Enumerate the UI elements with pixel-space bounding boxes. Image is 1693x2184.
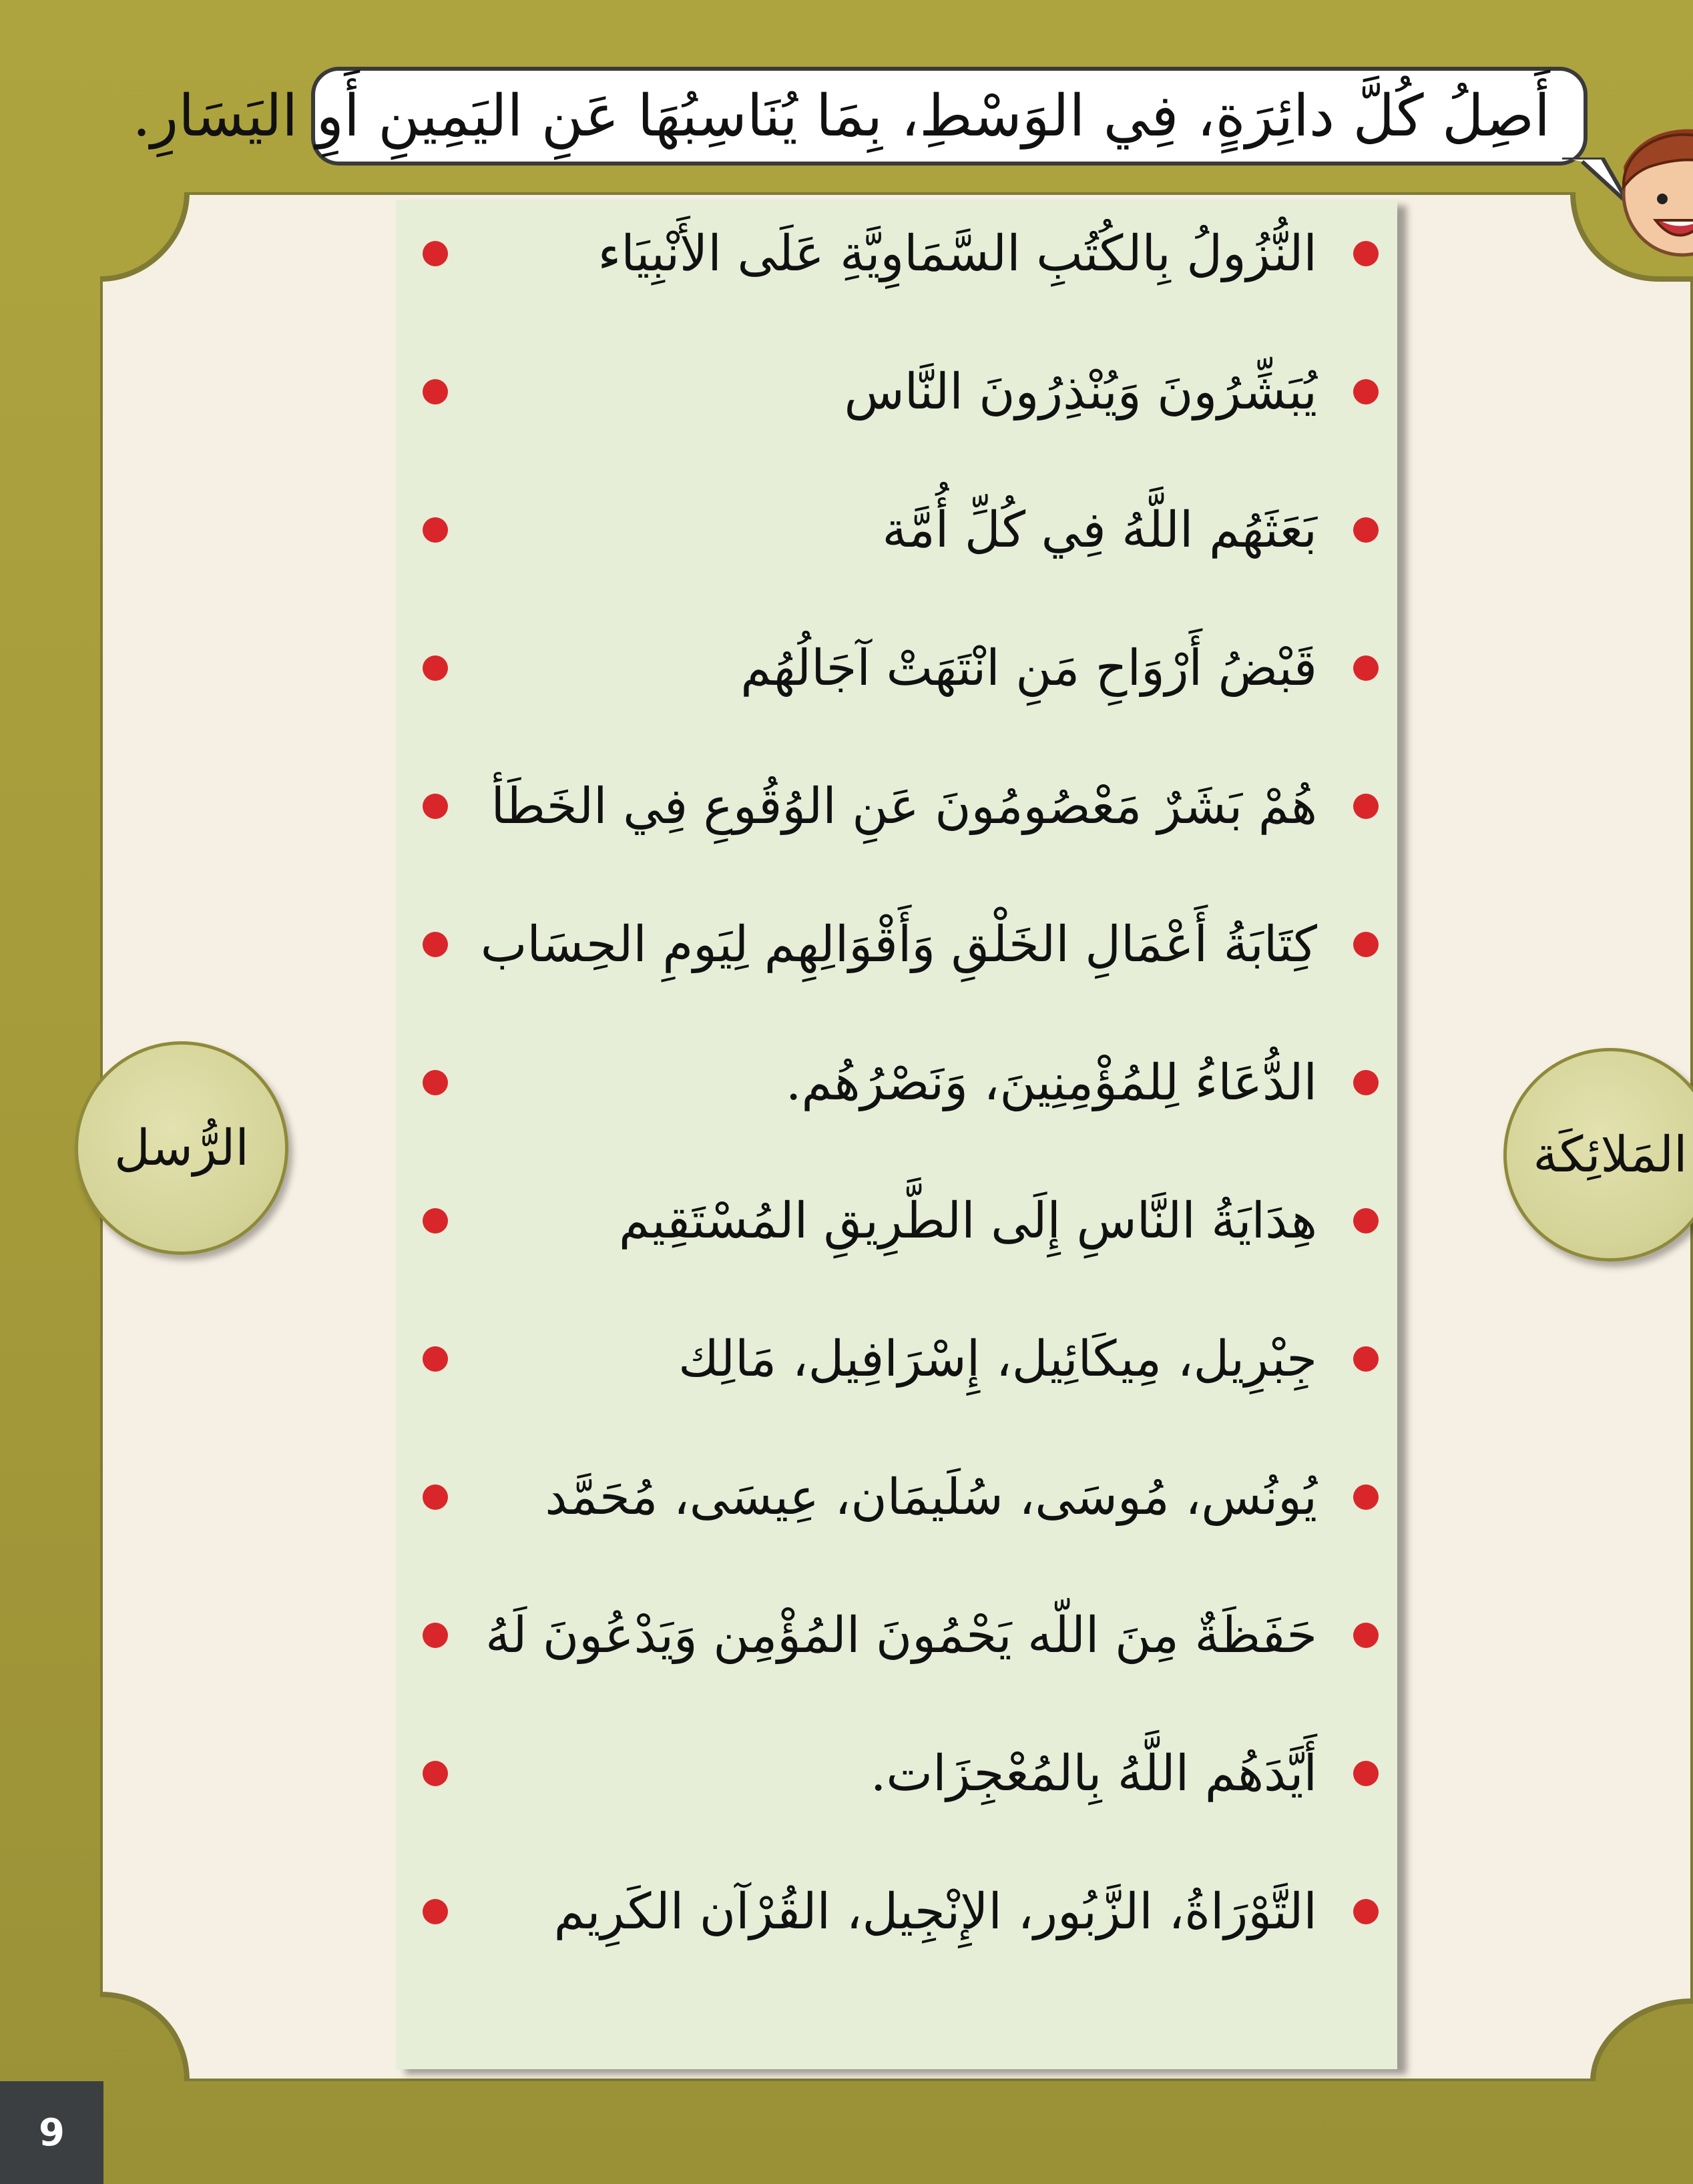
statement-item-9 [396, 1306, 1397, 1412]
left-connection-dot[interactable] [423, 1346, 448, 1372]
statement-item-3 [396, 477, 1397, 583]
instruction-text: أَصِلُ كُلَّ دائِرَةٍ، فِي الوَسْطِ، بِمَا يُنَاسِبُهَا عَنِ اليَمِينِ أَوِ اليَسَارِ. [132, 83, 1550, 150]
statement-item-7 [396, 1029, 1397, 1136]
statement-item-10 [396, 1444, 1397, 1551]
left-connection-dot[interactable] [423, 241, 448, 266]
right-connection-dot[interactable] [1353, 379, 1379, 404]
right-connection-dot[interactable] [1353, 1899, 1379, 1924]
right-connection-dot[interactable] [1353, 1484, 1379, 1510]
statement-text: حَفَظَةٌ مِنَ اللّه يَحْمُونَ المُؤْمِن وَيَدْعُونَ لَهُ [485, 1607, 1317, 1664]
statement-text: هِدَايَةُ النَّاسِ إِلَى الطَّرِيقِ المُسْتَقِيم [618, 1192, 1317, 1250]
page-number: 9 [0, 2081, 103, 2184]
left-connection-dot[interactable] [423, 1208, 448, 1234]
right-connection-dot[interactable] [1353, 794, 1379, 819]
right-connection-dot[interactable] [1353, 655, 1379, 681]
left-connection-dot[interactable] [423, 379, 448, 404]
right-connection-dot[interactable] [1353, 932, 1379, 957]
right-connection-dot[interactable] [1353, 517, 1379, 543]
left-connection-dot[interactable] [423, 794, 448, 819]
statement-text: يُونُس، مُوسَى، سُلَيمَان، عِيسَى، مُحَمَّد [545, 1468, 1317, 1526]
left-connection-dot[interactable] [423, 1899, 448, 1924]
left-connection-dot[interactable] [423, 1070, 448, 1095]
statements-list [396, 200, 1397, 2069]
instruction-bubble [132, 67, 1588, 166]
circle-messengers[interactable] [75, 1041, 288, 1255]
statement-item-8 [396, 1167, 1397, 1274]
left-connection-dot[interactable] [423, 1761, 448, 1786]
circle-angels-label: المَلائِكَة [1533, 1126, 1688, 1183]
statement-item-4 [396, 615, 1397, 722]
right-connection-dot[interactable] [1353, 1761, 1379, 1786]
statement-item-11 [396, 1582, 1397, 1689]
statement-text: كِتَابَةُ أَعْمَالِ الخَلْقِ وَأَقْوَالِهِم لِيَومِ الحِسَاب [480, 916, 1317, 973]
statement-text: التَّوْرَاةُ، الزَّبُور، الإِنْجِيل، القُرْآن الكَرِيم [553, 1883, 1317, 1940]
left-connection-dot[interactable] [423, 655, 448, 681]
statement-text: هُمْ بَشَرٌ مَعْصُومُونَ عَنِ الوُقُوعِ فِي الخَطَأ [491, 778, 1317, 835]
left-connection-dot[interactable] [423, 1484, 448, 1510]
statement-text: جِبْرِيل، مِيكَائِيل، إِسْرَافِيل، مَالِك [678, 1330, 1317, 1388]
statement-item-5 [396, 753, 1397, 860]
statement-text: يُبَشِّرُونَ وَيُنْذِرُونَ النَّاس [844, 363, 1317, 421]
statement-item-2 [396, 338, 1397, 445]
right-connection-dot[interactable] [1353, 1623, 1379, 1648]
right-connection-dot[interactable] [1353, 1208, 1379, 1234]
statement-text: الدُّعَاءُ لِلمُؤْمِنِينَ، وَنَصْرُهُم. [785, 1054, 1317, 1111]
statement-text: أَيَّدَهُم اللَّهُ بِالمُعْجِزَات. [870, 1745, 1317, 1802]
statement-text: النُّزُولُ بِالكُتُبِ السَّمَاوِيَّةِ عَلَى الأَنْبِيَاء [597, 225, 1317, 282]
left-connection-dot[interactable] [423, 932, 448, 957]
statement-item-12 [396, 1720, 1397, 1827]
right-connection-dot[interactable] [1353, 241, 1379, 266]
statement-item-6 [396, 891, 1397, 998]
statement-item-13 [396, 1858, 1397, 1965]
right-connection-dot[interactable] [1353, 1070, 1379, 1095]
statement-item-1 [396, 200, 1397, 307]
left-connection-dot[interactable] [423, 517, 448, 543]
left-connection-dot[interactable] [423, 1623, 448, 1648]
statement-text: بَعَثَهُم اللَّهُ فِي كُلِّ أُمَّة [882, 501, 1317, 559]
statement-text: قَبْضُ أَرْوَاحِ مَنِ انْتَهَتْ آجَالُهُم [740, 639, 1317, 697]
right-connection-dot[interactable] [1353, 1346, 1379, 1372]
circle-messengers-label: الرُّسل [114, 1119, 249, 1177]
